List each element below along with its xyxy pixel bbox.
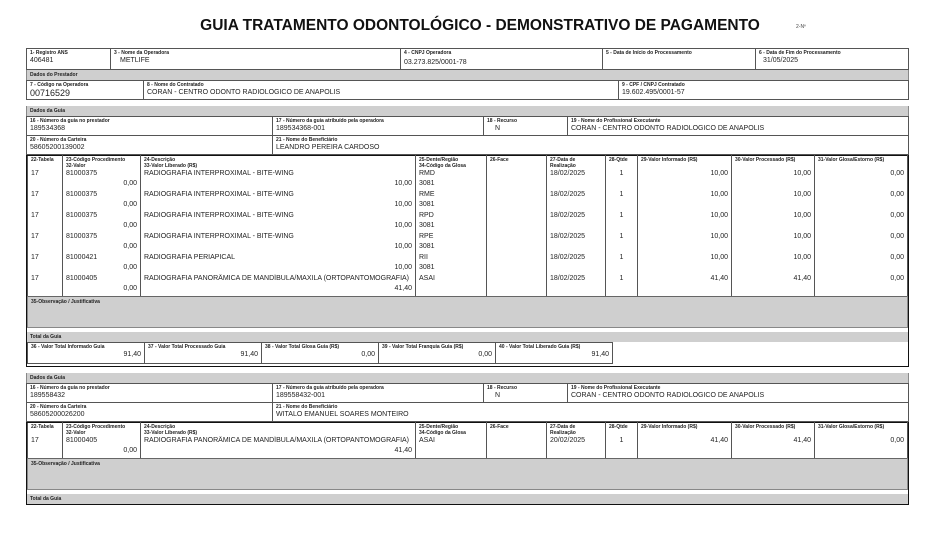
- tabela-cell: [28, 211, 63, 232]
- codigo-cell: [63, 436, 141, 458]
- section-total-guia: Total da Guia: [27, 494, 908, 504]
- qtde-cell: [606, 190, 638, 211]
- codigo-value: 81000405: [66, 437, 98, 444]
- processado-value: 10,00: [793, 170, 811, 177]
- column-header: 30-Valor Processado (R$): [732, 423, 815, 437]
- codigo-cell: [63, 274, 141, 296]
- processado-value: 10,00: [793, 254, 811, 261]
- recurso-cell: [484, 117, 568, 136]
- codigo-value: 81000375: [66, 212, 98, 219]
- descricao-value: RADIOGRAFIA INTERPROXIMAL - BITE-WING: [144, 212, 294, 219]
- guia-prestador-cell: [27, 384, 273, 403]
- valor-value: 0,00: [123, 201, 137, 208]
- informado-cell: [638, 274, 732, 296]
- carteira-cell: [27, 403, 273, 422]
- dente-value: RPD: [419, 212, 434, 219]
- descricao-value: RADIOGRAFIA INTERPROXIMAL - BITE-WING: [144, 170, 294, 177]
- qtde-cell: [606, 211, 638, 232]
- descricao-cell: [141, 169, 416, 190]
- beneficiario-cell: [273, 403, 909, 422]
- liberado-value: 10,00: [394, 264, 412, 271]
- liberado-value: 10,00: [394, 201, 412, 208]
- carteira-value: 58605200139002: [30, 144, 85, 151]
- tabela-cell: [28, 253, 63, 274]
- informado-value: 10,00: [710, 212, 728, 219]
- processado-cell: [732, 169, 815, 190]
- guia-info-table: [26, 116, 909, 155]
- processado-value: 10,00: [793, 212, 811, 219]
- liberado-value: 10,00: [394, 243, 412, 250]
- tabela-value: 17: [31, 212, 39, 219]
- data-cell: [547, 232, 606, 253]
- valor-value: 0,00: [123, 180, 137, 187]
- informado-value: 10,00: [710, 254, 728, 261]
- column-header: 28-Qtde: [606, 423, 638, 437]
- section-dados-guia: Dados da Guia: [26, 373, 909, 383]
- field-label: 40 - Valor Total Liberado Guia (R$): [499, 344, 581, 350]
- field-label: 18 - Recurso: [487, 118, 518, 124]
- glosa-value: 3081: [419, 222, 435, 229]
- dente-value: RMD: [419, 170, 435, 177]
- liberado-value: 10,00: [394, 222, 412, 229]
- descricao-cell: [141, 436, 416, 458]
- codigo-cell: [63, 232, 141, 253]
- field-label: 20 - Número da Carteira: [30, 137, 87, 143]
- field-label: 6 - Data de Fim do Processamento: [759, 50, 841, 56]
- field-label: 19 - Nome do Profissional Executante: [571, 385, 661, 391]
- field-label: 17 - Número da guia atribuído pela operadora: [276, 118, 384, 124]
- column-header: 26-Face: [487, 423, 547, 437]
- face-cell: [487, 253, 547, 274]
- total-t38-cell: [262, 343, 379, 364]
- codigo-cell: [63, 190, 141, 211]
- estorno-cell: [815, 436, 908, 458]
- glosa-value: 3081: [419, 180, 435, 187]
- total-t36-value: 91,40: [123, 351, 141, 358]
- estorno-value: 0,00: [890, 437, 904, 444]
- data-inicio-cell: [603, 49, 756, 70]
- profissional-cell: [568, 384, 909, 403]
- qtde-value: 1: [619, 275, 624, 282]
- field-label: 37 - Valor Total Processado Guia: [148, 344, 226, 350]
- descricao-value: RADIOGRAFIA PERIAPICAL: [144, 254, 236, 261]
- glosa-value: [419, 284, 483, 294]
- face-cell: [487, 232, 547, 253]
- field-label: 4 - CNPJ Operadora: [404, 50, 452, 56]
- guia-operadora-cell: [273, 384, 484, 403]
- informado-value: 41,40: [710, 437, 728, 444]
- processado-value: 10,00: [793, 191, 811, 198]
- dente-cell: [416, 253, 487, 274]
- estorno-value: 0,00: [890, 233, 904, 240]
- descricao-value: RADIOGRAFIA PANORÂMICA DE MANDÍBULA/MAXILA (ORTOPANTOMOGRAFIA): [144, 437, 410, 444]
- dente-cell: [416, 211, 487, 232]
- totals-table: [27, 342, 613, 364]
- informado-cell: [638, 436, 732, 458]
- data-cell: [547, 274, 606, 296]
- glosa-value: 3081: [419, 201, 435, 208]
- qtde-value: 1: [619, 212, 624, 219]
- codigo-cell: [63, 211, 141, 232]
- carteira-value: 58605200026200: [30, 411, 85, 418]
- beneficiario-value: LEANDRO PEREIRA CARDOSO: [276, 144, 380, 151]
- procedure-row: [28, 253, 908, 274]
- field-label: 5 - Data de Início do Processamento: [606, 50, 692, 56]
- total-t38-value: 0,00: [361, 351, 375, 358]
- procedure-row: [28, 274, 908, 296]
- field-label: 39 - Valor Total Franquia Guia (R$): [382, 344, 464, 350]
- procedure-row: [28, 211, 908, 232]
- nome-contratado-cell: [144, 81, 619, 100]
- tabela-value: 17: [31, 254, 39, 261]
- estorno-value: 0,00: [890, 170, 904, 177]
- registro-ans-value: 406481: [30, 57, 54, 64]
- field-label: 17 - Número da guia atribuído pela operadora: [276, 385, 384, 391]
- carteira-cell: [27, 136, 273, 155]
- column-header: 25-Dente/Região 34-Código da Glosa: [416, 156, 487, 170]
- processado-cell: [732, 211, 815, 232]
- field-label: 36 - Valor Total Informado Guia: [31, 344, 105, 350]
- informado-cell: [638, 253, 732, 274]
- face-cell: [487, 436, 547, 458]
- informado-cell: [638, 190, 732, 211]
- recurso-value: N: [495, 125, 501, 132]
- descricao-cell: [141, 211, 416, 232]
- data-value: 18/02/2025: [550, 275, 586, 282]
- column-header: 24-Descrição 33-Valor Liberado (R$): [141, 423, 416, 437]
- column-header: 26-Face: [487, 156, 547, 170]
- estorno-cell: [815, 169, 908, 190]
- total-t40-cell: [496, 343, 613, 364]
- processado-cell: [732, 274, 815, 296]
- liberado-value: 41,40: [394, 447, 412, 454]
- codigo-operadora-cell: [27, 81, 144, 100]
- registro-ans-cell: [27, 49, 111, 70]
- tabela-cell: [28, 232, 63, 253]
- qtde-value: 1: [619, 170, 624, 177]
- field-label: 9 - CPF / CNPJ Contratado: [622, 82, 685, 88]
- informado-cell: [638, 169, 732, 190]
- descricao-value: RADIOGRAFIA INTERPROXIMAL - BITE-WING: [144, 233, 294, 240]
- qtde-cell: [606, 436, 638, 458]
- dente-value: RME: [419, 191, 435, 198]
- qtde-value: 1: [619, 191, 624, 198]
- codigo-value: 81000375: [66, 191, 98, 198]
- tabela-value: 17: [31, 437, 39, 444]
- codigo-value: 81000421: [66, 254, 98, 261]
- field-label: 7 - Código na Operadora: [30, 82, 89, 88]
- data-value: 18/02/2025: [550, 212, 586, 219]
- nome-operadora-cell: [111, 49, 401, 70]
- procedure-row: [28, 169, 908, 190]
- processado-cell: [732, 232, 815, 253]
- data-value: 18/02/2025: [550, 170, 586, 177]
- column-header: 22-Tabela: [28, 423, 63, 437]
- section-dados-guia: Dados da Guia: [26, 106, 909, 116]
- glosa-value: [419, 446, 483, 456]
- data-fim-value: 31/05/2025: [763, 57, 799, 64]
- section-total-guia: Total da Guia: [27, 332, 908, 342]
- tabela-value: 17: [31, 191, 39, 198]
- processado-cell: [732, 253, 815, 274]
- field-label: 8 - Nome do Contratado: [147, 82, 204, 88]
- field-label: 21 - Nome do Beneficiário: [276, 404, 338, 410]
- informado-value: 10,00: [710, 170, 728, 177]
- nome-operadora-value: METLIFE: [120, 57, 150, 64]
- total-t37-value: 91,40: [240, 351, 258, 358]
- column-header: 24-Descrição 33-Valor Liberado (R$): [141, 156, 416, 170]
- valor-value: 0,00: [123, 243, 137, 250]
- dente-cell: [416, 190, 487, 211]
- field-label: 21 - Nome do Beneficiário: [276, 137, 338, 143]
- data-cell: [547, 190, 606, 211]
- numero-label: 2-Nº: [796, 24, 806, 30]
- column-header: 22-Tabela: [28, 156, 63, 170]
- procedures-table: [27, 155, 908, 296]
- section-dados-prestador: Dados do Prestador: [26, 70, 909, 80]
- document-body: [26, 48, 909, 505]
- guia-prestador-value: 189534368: [30, 125, 66, 132]
- informado-value: 10,00: [710, 233, 728, 240]
- column-header: 28-Qtde: [606, 156, 638, 170]
- nome-contratado-value: CORAN - CENTRO ODONTO RADIOLOGICO DE ANAPOLIS: [147, 89, 341, 96]
- codigo-cell: [63, 169, 141, 190]
- descricao-cell: [141, 232, 416, 253]
- procedure-row: [28, 190, 908, 211]
- tabela-value: 17: [31, 233, 39, 240]
- procedure-row: [28, 436, 908, 458]
- data-cell: [547, 169, 606, 190]
- field-label: 16 - Número da guia no prestador: [30, 385, 110, 391]
- guia-prestador-cell: [27, 117, 273, 136]
- guia-operadora-value: 189558432-001: [276, 392, 326, 399]
- dente-cell: [416, 274, 487, 296]
- field-label: 18 - Recurso: [487, 385, 518, 391]
- estorno-value: 0,00: [890, 254, 904, 261]
- data-value: 18/02/2025: [550, 254, 586, 261]
- processado-cell: [732, 436, 815, 458]
- glosa-value: 3081: [419, 264, 435, 271]
- qtde-cell: [606, 169, 638, 190]
- recurso-cell: [484, 384, 568, 403]
- header-table: [26, 48, 909, 70]
- cnpj-operadora-value: 03.273.825/0001-78: [404, 59, 467, 66]
- column-header: 29-Valor Informado (R$): [638, 423, 732, 437]
- beneficiario-cell: [273, 136, 909, 155]
- column-header: 23-Código Procedimento 32-Valor: [63, 156, 141, 170]
- procedures-table: [27, 422, 908, 458]
- profissional-value: CORAN - CENTRO ODONTO RADIOLOGICO DE ANAPOLIS: [571, 392, 765, 399]
- column-header: 31-Valor Glosa/Estorno (R$): [815, 423, 908, 437]
- guia-info-table: [26, 383, 909, 422]
- codigo-value: 81000405: [66, 275, 98, 282]
- descricao-value: RADIOGRAFIA PANORÂMICA DE MANDÍBULA/MAXILA (ORTOPANTOMOGRAFIA): [144, 275, 410, 282]
- dente-value: ASAI: [419, 437, 435, 444]
- descricao-cell: [141, 274, 416, 296]
- cpf-cnpj-cell: [619, 81, 909, 100]
- descricao-value: RADIOGRAFIA INTERPROXIMAL - BITE-WING: [144, 191, 294, 198]
- processado-value: 41,40: [793, 437, 811, 444]
- estorno-cell: [815, 190, 908, 211]
- valor-value: 0,00: [123, 447, 137, 454]
- face-cell: [487, 190, 547, 211]
- estorno-value: 0,00: [890, 212, 904, 219]
- recurso-value: N: [495, 392, 501, 399]
- processado-value: 10,00: [793, 233, 811, 240]
- descricao-cell: [141, 190, 416, 211]
- qtde-value: 1: [619, 233, 624, 240]
- total-t39-cell: [379, 343, 496, 364]
- descricao-cell: [141, 253, 416, 274]
- qtde-cell: [606, 274, 638, 296]
- tabela-cell: [28, 436, 63, 458]
- column-header: 23-Código Procedimento 32-Valor: [63, 423, 141, 437]
- valor-value: 0,00: [123, 222, 137, 229]
- qtde-value: 1: [619, 437, 624, 444]
- observacao-box: 35-Observação / Justificativa: [27, 296, 908, 328]
- data-cell: [547, 211, 606, 232]
- guia-prestador-value: 189558432: [30, 392, 66, 399]
- valor-value: 0,00: [123, 285, 137, 292]
- codigo-value: 81000375: [66, 233, 98, 240]
- field-label: 3 - Nome da Operadora: [114, 50, 170, 56]
- field-label: 38 - Valor Total Glosa Guia (R$): [265, 344, 340, 350]
- column-header: 31-Valor Glosa/Estorno (R$): [815, 156, 908, 170]
- tabela-cell: [28, 274, 63, 296]
- informado-value: 10,00: [710, 191, 728, 198]
- processado-value: 41,40: [793, 275, 811, 282]
- informado-value: 41,40: [710, 275, 728, 282]
- valor-value: 0,00: [123, 264, 137, 271]
- profissional-value: CORAN - CENTRO ODONTO RADIOLOGICO DE ANAPOLIS: [571, 125, 765, 132]
- profissional-cell: [568, 117, 909, 136]
- tabela-cell: [28, 190, 63, 211]
- prestador-table: [26, 80, 909, 100]
- column-header: 29-Valor Informado (R$): [638, 156, 732, 170]
- document-title: GUIA TRATAMENTO ODONTOLÓGICO - DEMONSTRATIVO DE PAGAMENTO: [200, 17, 760, 34]
- codigo-cell: [63, 253, 141, 274]
- column-header: 27-Data de Realização: [547, 156, 606, 170]
- data-cell: [547, 253, 606, 274]
- qtde-cell: [606, 232, 638, 253]
- dente-cell: [416, 169, 487, 190]
- data-value: 18/02/2025: [550, 191, 586, 198]
- data-cell: [547, 436, 606, 458]
- beneficiario-value: WITALO EMANUEL SOARES MONTEIRO: [276, 411, 409, 418]
- estorno-cell: [815, 274, 908, 296]
- field-label: 16 - Número da guia no prestador: [30, 118, 110, 124]
- liberado-value: 41,40: [394, 285, 412, 292]
- total-t40-value: 91,40: [591, 351, 609, 358]
- face-cell: [487, 169, 547, 190]
- estorno-value: 0,00: [890, 275, 904, 282]
- guia-operadora-value: 189534368-001: [276, 125, 326, 132]
- liberado-value: 10,00: [394, 180, 412, 187]
- total-t37-cell: [145, 343, 262, 364]
- total-t36-cell: [28, 343, 145, 364]
- procedure-row: [28, 232, 908, 253]
- observacao-box: 35-Observação / Justificativa: [27, 458, 908, 490]
- tabela-cell: [28, 169, 63, 190]
- guias-container: [26, 100, 909, 505]
- face-cell: [487, 211, 547, 232]
- data-fim-cell: [756, 49, 909, 70]
- dente-value: ASAI: [419, 275, 435, 282]
- codigo-value: 81000375: [66, 170, 98, 177]
- cpf-cnpj-value: 19.602.495/0001-57: [622, 89, 685, 96]
- processado-cell: [732, 190, 815, 211]
- informado-cell: [638, 211, 732, 232]
- column-header: 30-Valor Processado (R$): [732, 156, 815, 170]
- guia-operadora-cell: [273, 117, 484, 136]
- field-label: 1- Registro ANS: [30, 50, 68, 56]
- estorno-cell: [815, 232, 908, 253]
- dente-cell: [416, 232, 487, 253]
- qtde-value: 1: [619, 254, 624, 261]
- column-header: 27-Data de Realização: [547, 423, 606, 437]
- field-label: 19 - Nome do Profissional Executante: [571, 118, 661, 124]
- estorno-value: 0,00: [890, 191, 904, 198]
- data-value: 20/02/2025: [550, 437, 586, 444]
- estorno-cell: [815, 253, 908, 274]
- column-header: 25-Dente/Região 34-Código da Glosa: [416, 423, 487, 437]
- codigo-operadora-value: 00716529: [30, 88, 71, 98]
- field-label: 20 - Número da Carteira: [30, 404, 87, 410]
- glosa-value: 3081: [419, 243, 435, 250]
- informado-cell: [638, 232, 732, 253]
- tabela-value: 17: [31, 275, 39, 282]
- dente-value: RPE: [419, 233, 434, 240]
- dente-value: RII: [419, 254, 428, 261]
- estorno-cell: [815, 211, 908, 232]
- face-cell: [487, 274, 547, 296]
- qtde-cell: [606, 253, 638, 274]
- cnpj-operadora-cell: [401, 49, 603, 70]
- dente-cell: [416, 436, 487, 458]
- total-t39-value: 0,00: [478, 351, 492, 358]
- tabela-value: 17: [31, 170, 39, 177]
- data-value: 18/02/2025: [550, 233, 586, 240]
